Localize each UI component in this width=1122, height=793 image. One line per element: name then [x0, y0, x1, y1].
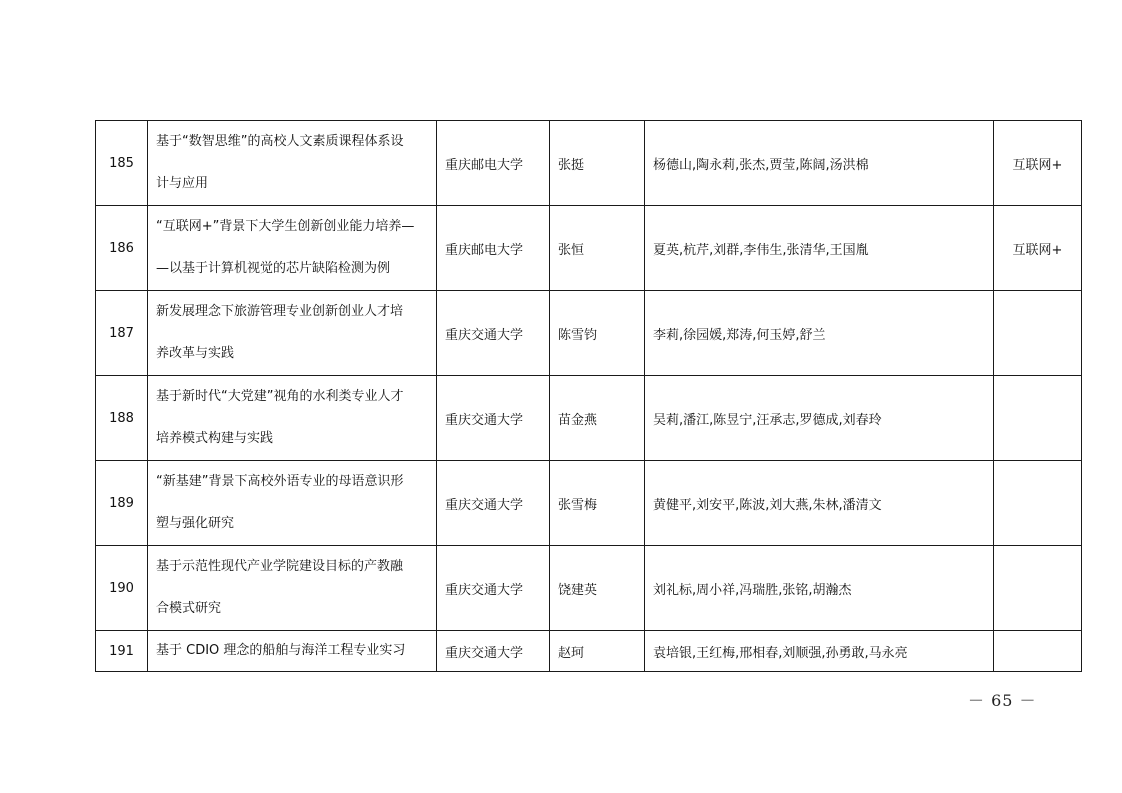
university: 重庆邮电大学	[437, 121, 550, 206]
project-leader: 赵珂	[550, 631, 645, 672]
project-title	[148, 121, 437, 206]
category-cell	[994, 546, 1082, 631]
project-title	[148, 206, 437, 291]
project-title-line: 基于示范性现代产业学院建设目标的产教融	[156, 559, 404, 574]
university: 重庆交通大学	[437, 291, 550, 376]
row-number: 187	[96, 291, 148, 376]
row-number: 188	[96, 376, 148, 461]
university: 重庆交通大学	[437, 631, 550, 672]
category-label: 互联网+	[994, 121, 1082, 206]
project-leader: 张挺	[550, 121, 645, 206]
project-title	[148, 461, 437, 546]
category-label: 互联网+	[994, 206, 1082, 291]
project-title-line: 养改革与实践	[156, 346, 235, 361]
project-title-line: 塑与强化研究	[156, 516, 235, 531]
project-title-line: 新发展理念下旅游管理专业创新创业人才培	[156, 304, 404, 319]
team-members: 刘礼标,周小祥,冯瑞胜,张铭,胡瀚杰	[645, 546, 994, 631]
project-title	[148, 546, 437, 631]
team-members: 黄健平,刘安平,陈波,刘大燕,朱林,潘清文	[645, 461, 994, 546]
team-members: 吴莉,潘江,陈昱宁,汪承志,罗德成,刘春玲	[645, 376, 994, 461]
category-cell	[994, 461, 1082, 546]
project-title-line: 基于“数智思维”的高校人文素质课程体系设	[156, 134, 404, 149]
category-cell	[994, 376, 1082, 461]
team-members: 夏英,杭芹,刘群,李伟生,张清华,王国胤	[645, 206, 994, 291]
team-members: 袁培银,王红梅,邢相春,刘顺强,孙勇敢,马永亮	[645, 631, 994, 672]
project-title-line: 合模式研究	[156, 601, 222, 616]
table-row	[96, 376, 1082, 461]
project-title-line: 计与应用	[156, 176, 209, 191]
table-body	[96, 121, 1082, 672]
project-title	[148, 631, 437, 672]
university: 重庆交通大学	[437, 461, 550, 546]
university: 重庆邮电大学	[437, 206, 550, 291]
project-title-line: 培养模式构建与实践	[156, 431, 274, 446]
project-title-line: “新基建”背景下高校外语专业的母语意识形	[156, 474, 404, 489]
row-number: 185	[96, 121, 148, 206]
table-row	[96, 121, 1082, 206]
project-leader: 饶建英	[550, 546, 645, 631]
university: 重庆交通大学	[437, 546, 550, 631]
table-row	[96, 291, 1082, 376]
table-row	[96, 631, 1082, 672]
project-title	[148, 291, 437, 376]
table-row	[96, 546, 1082, 631]
project-title-line: “互联网+”背景下大学生创新创业能力培养—	[156, 219, 415, 234]
project-title-line: —以基于计算机视觉的芯片缺陷检测为例	[156, 261, 391, 276]
table-row	[96, 461, 1082, 546]
university: 重庆交通大学	[437, 376, 550, 461]
row-number: 186	[96, 206, 148, 291]
project-leader: 陈雪钧	[550, 291, 645, 376]
row-number: 191	[96, 631, 148, 672]
category-cell	[994, 631, 1082, 672]
row-number: 190	[96, 546, 148, 631]
projects-table	[95, 120, 1082, 672]
project-title-line: 基于 CDIO 理念的船舶与海洋工程专业实习	[156, 643, 406, 658]
project-leader: 苗金燕	[550, 376, 645, 461]
project-title	[148, 376, 437, 461]
project-leader: 张恒	[550, 206, 645, 291]
category-cell	[994, 291, 1082, 376]
project-leader: 张雪梅	[550, 461, 645, 546]
team-members: 李莉,徐园媛,郑涛,何玉婷,舒兰	[645, 291, 994, 376]
table-row	[96, 206, 1082, 291]
team-members: 杨德山,陶永莉,张杰,贾莹,陈阔,汤洪棉	[645, 121, 994, 206]
page-number: － 65 －	[968, 691, 1037, 710]
row-number: 189	[96, 461, 148, 546]
project-title-line: 基于新时代“大党建”视角的水利类专业人才	[156, 389, 404, 404]
